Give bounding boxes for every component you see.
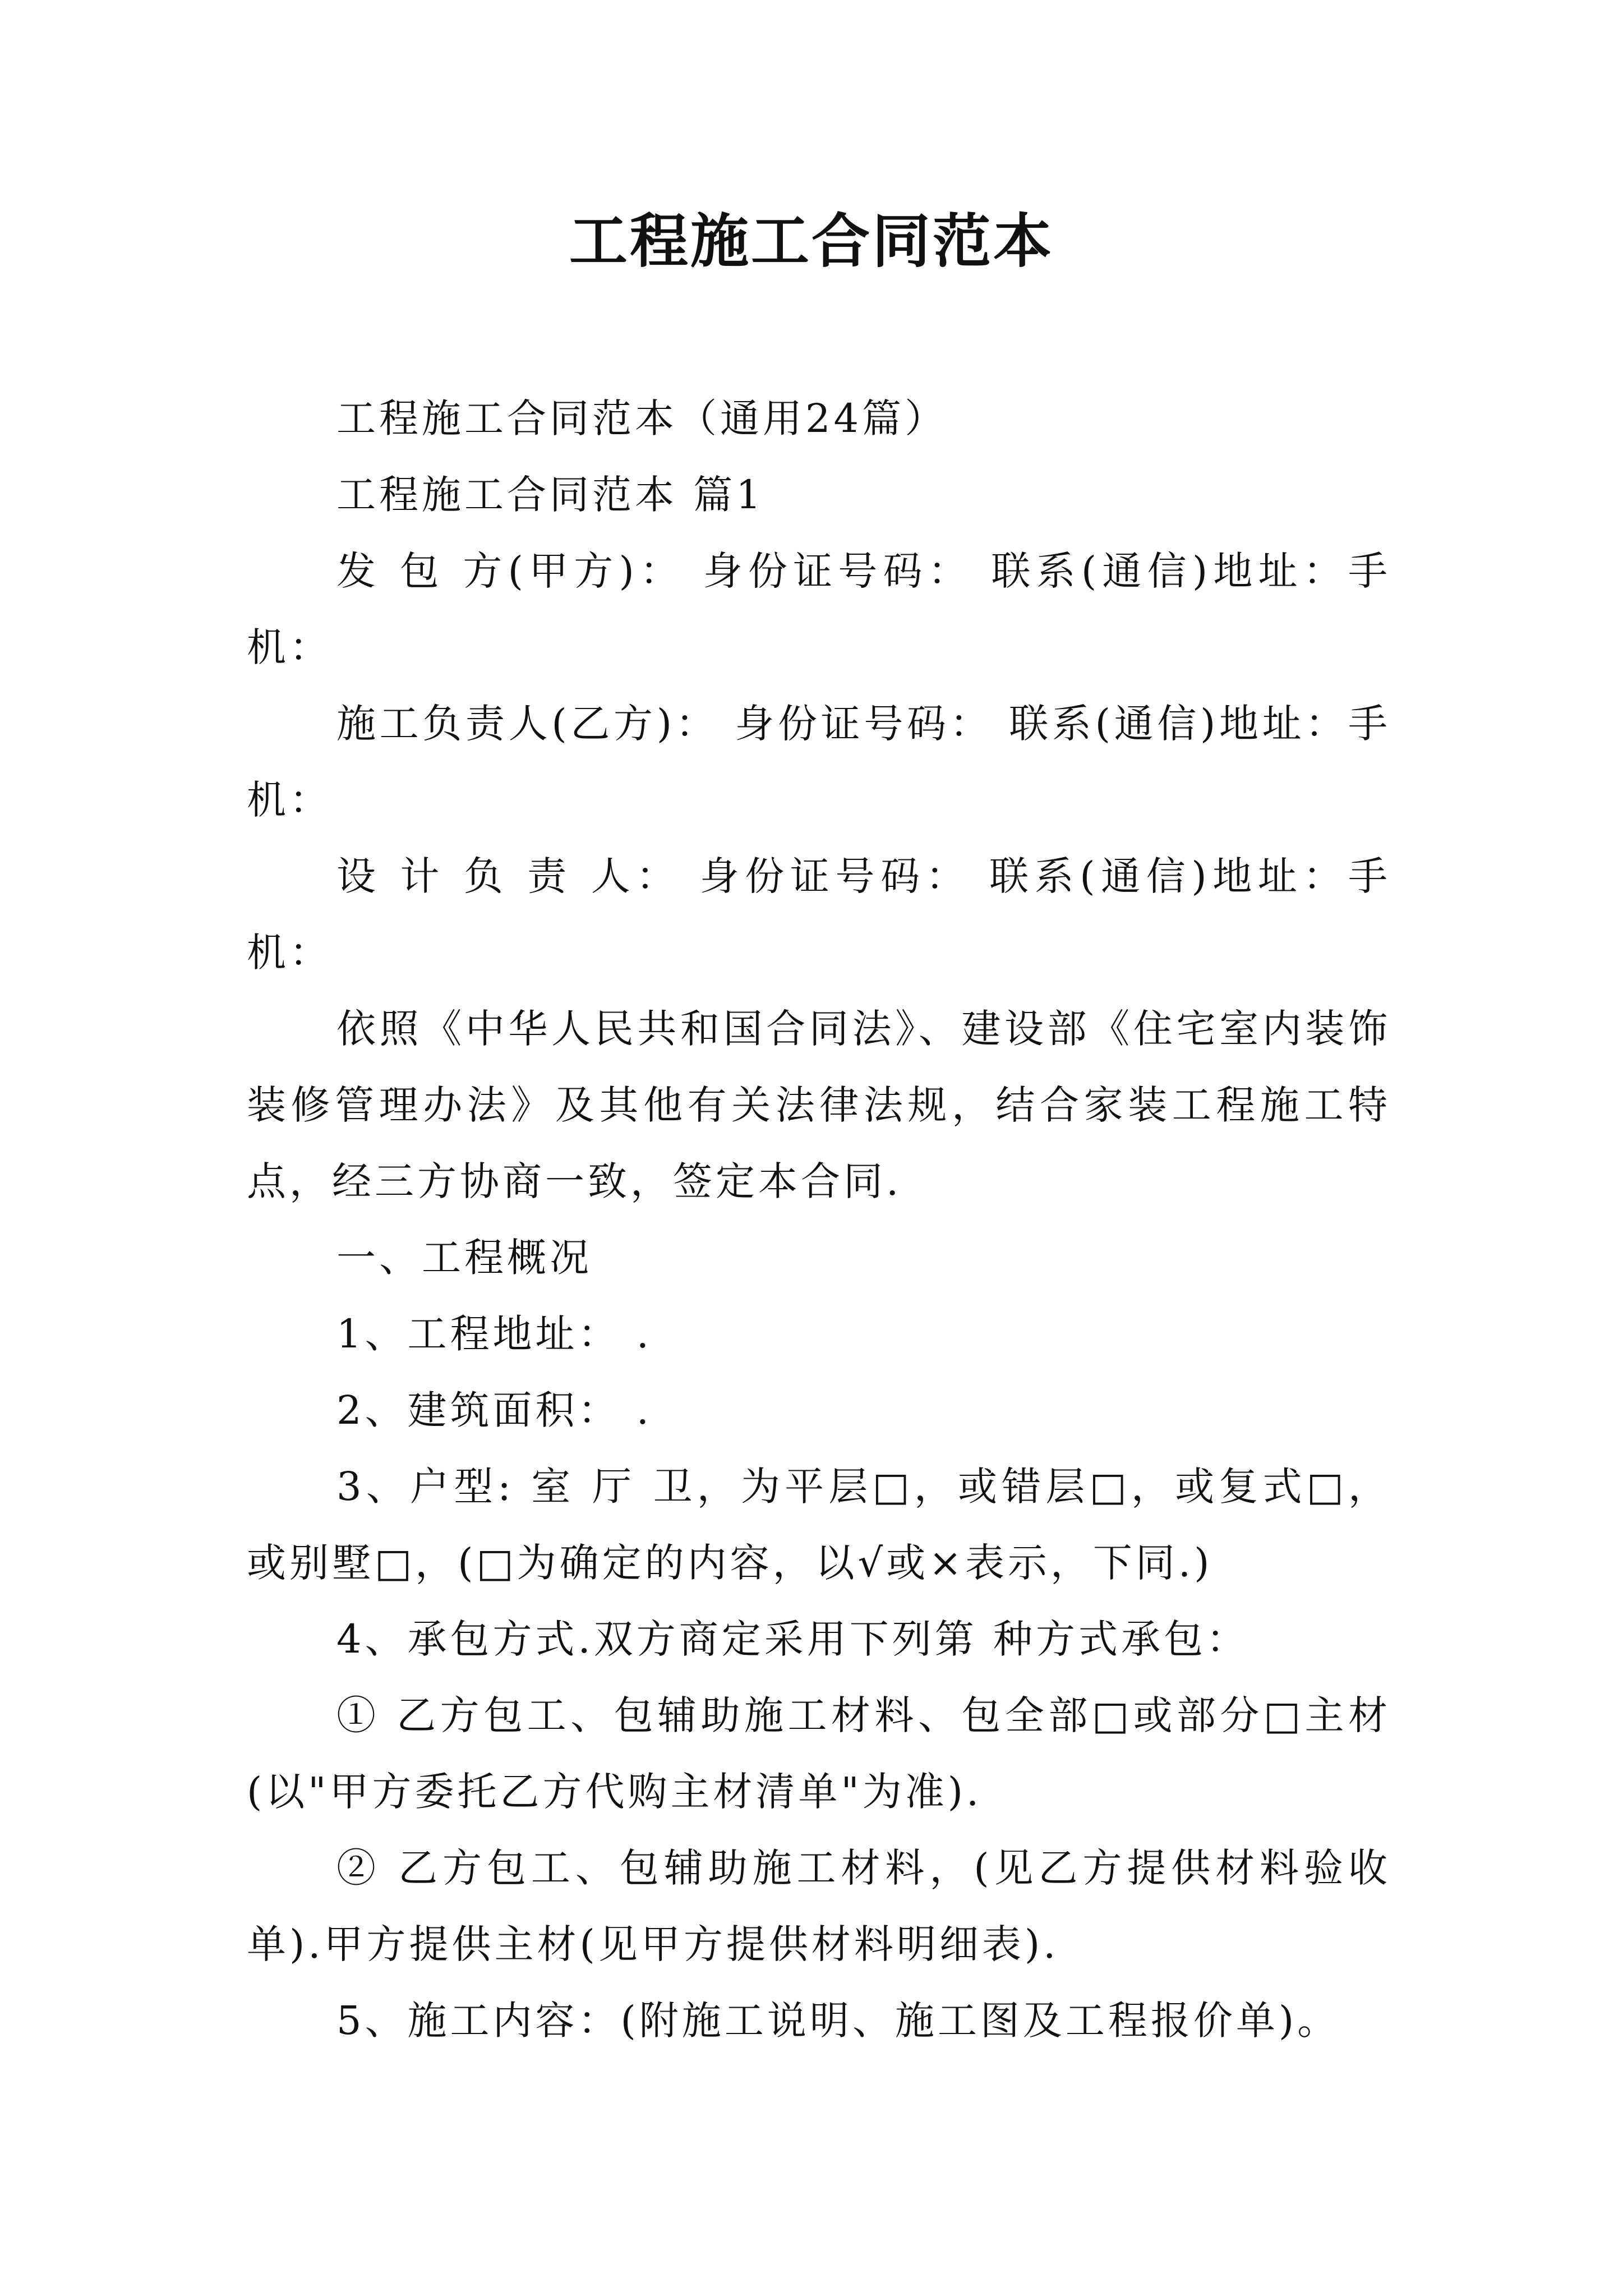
paragraph-option-2: ② 乙方包工、包辅助施工材料，(见乙方提供材料验收单).甲方提供主材(见甲方提供材料明细表).: [247, 1845, 1391, 1967]
paragraph-project-overview: 一、工程概况: [336, 1235, 592, 1281]
paragraph-designer: 设 计 负 责 人： 身份证号码： 联系(通信)地址：手机：: [247, 853, 1391, 976]
paragraph-house-type: 3、户型: 室 厅 卫，为平层□，或错层□，或复式□，或别墅□，(□为确定的内容，以√或×表示，下同.): [247, 1464, 1391, 1586]
paragraph-party-b: 施工负责人(乙方)： 身份证号码： 联系(通信)地址：手机：: [247, 701, 1391, 823]
paragraph-construction-content: 5、施工内容：(附施工说明、施工图及工程报价单)。: [336, 1998, 1340, 2044]
paragraph-project-address: 1、工程地址： .: [336, 1311, 653, 1357]
paragraph-option-1: ① 乙方包工、包辅助施工材料、包全部□或部分□主材(以"甲方委托乙方代购主材清单"为准).: [247, 1692, 1391, 1815]
paragraph-section-heading: 工程施工合同范本 篇1: [336, 472, 764, 518]
paragraph-building-area: 2、建筑面积： .: [336, 1387, 653, 1433]
document-body: [247, 380, 1391, 2059]
document-title: 工程施工合同范本: [569, 206, 1054, 275]
paragraph-contract-method: 4、承包方式.双方商定采用下列第 种方式承包：: [336, 1616, 1249, 1662]
paragraph-legal-basis: 依照《中华人民共和国合同法》、建设部《住宅室内装饰装修管理办法》及其他有关法律法规，结合家装工程施工特点，经三方协商一致，签定本合同.: [247, 1006, 1391, 1204]
paragraph-party-a: 发 包 方(甲方)： 身份证号码： 联系(通信)地址：手机：: [247, 548, 1391, 670]
paragraph-subtitle: 工程施工合同范本（通用24篇）: [336, 395, 948, 441]
